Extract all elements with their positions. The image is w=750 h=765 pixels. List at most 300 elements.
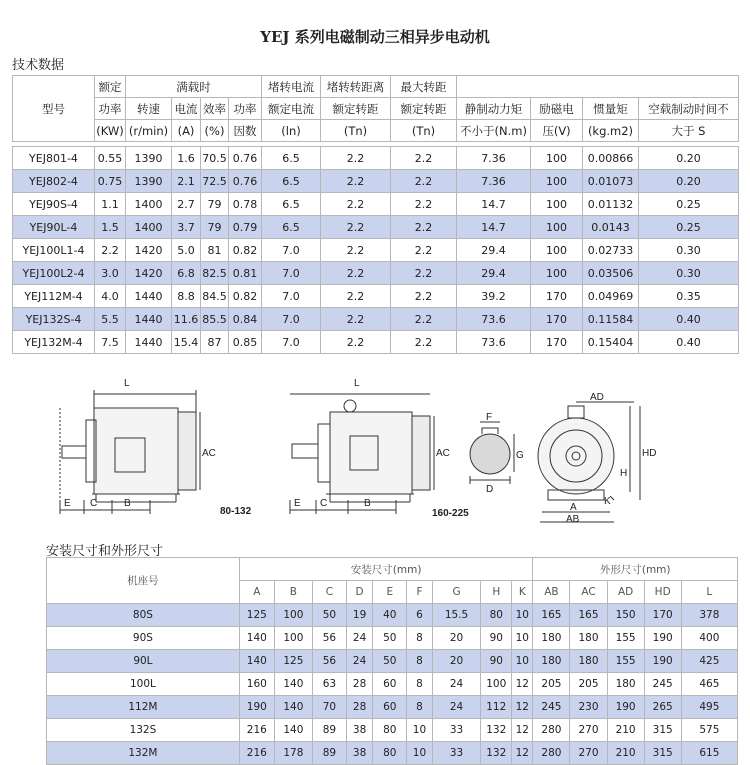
table-cell: 0.40	[639, 331, 739, 354]
dim-column-header: L	[681, 581, 737, 604]
table-cell: 1420	[126, 262, 172, 285]
table-cell: 70.5	[201, 147, 229, 170]
table-cell: 170	[531, 285, 583, 308]
table-cell: 495	[681, 696, 737, 719]
table-cell: 6	[407, 604, 432, 627]
table-cell: 100	[531, 262, 583, 285]
table-cell: 140	[274, 673, 312, 696]
table-cell: 0.85	[229, 331, 262, 354]
dim-C-1: C	[90, 498, 98, 509]
table-cell: 280	[533, 719, 570, 742]
table-cell: 205	[570, 673, 607, 696]
table-cell: 3.7	[172, 216, 201, 239]
dim-D: D	[486, 484, 494, 495]
table-cell: 100	[531, 239, 583, 262]
dim-HD: HD	[642, 448, 657, 459]
table-cell: 5.0	[172, 239, 201, 262]
page-title: YEJ 系列电磁制动三相异步电动机	[260, 28, 490, 46]
table-cell: YEJ90S-4	[13, 193, 95, 216]
table-cell: 10	[407, 742, 432, 765]
table-cell: 315	[644, 742, 681, 765]
table-cell: 90	[481, 650, 512, 673]
table-cell: 7.0	[262, 285, 321, 308]
table-cell: 60	[373, 696, 407, 719]
table-cell: 190	[644, 650, 681, 673]
table-cell: 29.4	[457, 239, 531, 262]
table-cell: 205	[533, 673, 570, 696]
table-cell: 0.04969	[583, 285, 639, 308]
dim-column-header: E	[373, 581, 407, 604]
table-cell: 0.00866	[583, 147, 639, 170]
table-cell: 2.2	[391, 239, 457, 262]
table-cell: 11.6	[172, 308, 201, 331]
table-cell: 160	[239, 673, 274, 696]
table-cell: 178	[274, 742, 312, 765]
table-cell: 12	[512, 742, 533, 765]
table-cell: 14.7	[457, 193, 531, 216]
table-cell: 1420	[126, 239, 172, 262]
table-cell: YEJ802-4	[13, 170, 95, 193]
table-cell: 0.02733	[583, 239, 639, 262]
dim-L-1: L	[124, 378, 130, 389]
dim-G: G	[516, 450, 524, 461]
table-cell: 6.5	[262, 170, 321, 193]
table-cell: 165	[570, 604, 607, 627]
table-cell: 79	[201, 216, 229, 239]
dim-column-header: AD	[607, 581, 644, 604]
table-cell: 0.76	[229, 147, 262, 170]
header-lr-current: 堵转电流	[262, 76, 321, 98]
table-cell: 1.6	[172, 147, 201, 170]
table-cell: 40	[373, 604, 407, 627]
table-cell: 0.30	[639, 239, 739, 262]
header-noload2: 大于 S	[639, 120, 739, 142]
table-cell: 216	[239, 742, 274, 765]
header-fullload: 满载时	[126, 76, 262, 98]
table-cell: YEJ90L-4	[13, 216, 95, 239]
table-row	[47, 742, 738, 765]
table-row	[13, 216, 739, 239]
header-brake: 静制动力矩	[457, 98, 531, 120]
table-cell: 2.2	[391, 193, 457, 216]
table-cell: 190	[239, 696, 274, 719]
table-cell: 0.84	[229, 308, 262, 331]
table-cell: 19	[346, 604, 372, 627]
table-cell: 150	[607, 604, 644, 627]
table-row	[13, 331, 739, 354]
table-cell: 100	[531, 193, 583, 216]
table-cell: 0.30	[639, 262, 739, 285]
table-cell: 50	[373, 627, 407, 650]
table-cell: 140	[274, 696, 312, 719]
table-cell: 2.7	[172, 193, 201, 216]
table-cell: 12	[512, 696, 533, 719]
table-row	[47, 719, 738, 742]
motor-side-view-small	[60, 390, 200, 514]
table-cell: 210	[607, 719, 644, 742]
table-cell: 0.75	[95, 170, 126, 193]
table-cell: 0.25	[639, 193, 739, 216]
table-cell: 56	[312, 627, 346, 650]
table-row	[13, 308, 739, 331]
table-cell: 100	[531, 170, 583, 193]
table-cell: 1440	[126, 331, 172, 354]
table-cell: 7.0	[262, 239, 321, 262]
table-cell: 132	[481, 742, 512, 765]
header-eff: 效率	[201, 98, 229, 120]
dim-column-header: C	[312, 581, 346, 604]
header-current-unit: (A)	[172, 120, 201, 142]
table-cell: 29.4	[457, 262, 531, 285]
table-cell: 170	[644, 604, 681, 627]
table-cell: 0.0143	[583, 216, 639, 239]
table-cell: 63	[312, 673, 346, 696]
table-cell: 10	[512, 627, 533, 650]
table-cell: 465	[681, 673, 737, 696]
table-cell: 84.5	[201, 285, 229, 308]
dim-column-header: HD	[644, 581, 681, 604]
table-cell: 8	[407, 696, 432, 719]
table-cell: YEJ100L2-4	[13, 262, 95, 285]
table-cell: 0.20	[639, 170, 739, 193]
table-cell: YEJ132S-4	[13, 308, 95, 331]
header-blank	[457, 76, 739, 98]
frame-range-80-132: 80-132	[220, 506, 252, 517]
table-cell: 87	[201, 331, 229, 354]
header-brake2: 不小于(N.m)	[457, 120, 531, 142]
dim-F: F	[486, 412, 493, 423]
table-cell: 2.2	[391, 331, 457, 354]
header-install-dims: 安装尺寸(mm)	[239, 558, 533, 581]
header-inertia2: (kg.m2)	[583, 120, 639, 142]
table-cell: 1390	[126, 147, 172, 170]
table-cell: 180	[533, 650, 570, 673]
table-cell: 2.2	[321, 239, 391, 262]
table-cell: 1.1	[95, 193, 126, 216]
table-cell: 265	[644, 696, 681, 719]
table-cell: 0.25	[639, 216, 739, 239]
header-lr-torque: 堵转转距离	[321, 76, 391, 98]
table-cell: 38	[346, 742, 372, 765]
motor-dimension-diagrams	[0, 372, 750, 532]
header-rated: 额定	[95, 76, 126, 98]
header-max-torque2: 额定转距	[391, 98, 457, 120]
table-cell: 1400	[126, 193, 172, 216]
dim-column-header: F	[407, 581, 432, 604]
table-cell: YEJ112M-4	[13, 285, 95, 308]
dim-H: H	[620, 468, 628, 479]
table-cell: 73.6	[457, 308, 531, 331]
table-cell: 1.5	[95, 216, 126, 239]
table-cell: 85.5	[201, 308, 229, 331]
header-eff-unit: (%)	[201, 120, 229, 142]
header-frame: 机座号	[47, 558, 240, 604]
header-exc2: 压(V)	[531, 120, 583, 142]
table-cell: 140	[239, 650, 274, 673]
table-cell: 39.2	[457, 285, 531, 308]
table-cell: 180	[607, 673, 644, 696]
table-cell: 280	[533, 742, 570, 765]
table-cell: 0.78	[229, 193, 262, 216]
table-cell: 4.0	[95, 285, 126, 308]
table-cell: 15.4	[172, 331, 201, 354]
header-noload: 空载制动时间不	[639, 98, 739, 120]
table-cell: 2.2	[391, 170, 457, 193]
table-cell: 2.2	[321, 262, 391, 285]
table-cell: 2.2	[321, 147, 391, 170]
table-cell: 1400	[126, 216, 172, 239]
dim-column-header: D	[346, 581, 372, 604]
table-cell: 70	[312, 696, 346, 719]
table-cell: 125	[239, 604, 274, 627]
table-cell: 28	[346, 673, 372, 696]
table-row	[13, 262, 739, 285]
table-cell: 28	[346, 696, 372, 719]
table-cell: 33	[432, 719, 481, 742]
install-dim-table	[46, 557, 738, 765]
table-cell: 7.0	[262, 262, 321, 285]
shaft-section	[470, 422, 514, 484]
table-cell: 8	[407, 673, 432, 696]
table-cell: 155	[607, 627, 644, 650]
table-cell: 0.79	[229, 216, 262, 239]
dim-column-header: H	[481, 581, 512, 604]
table-cell: 210	[607, 742, 644, 765]
table-cell: 155	[607, 650, 644, 673]
dim-AB: AB	[566, 514, 580, 525]
table-cell: 90L	[47, 650, 240, 673]
table-cell: 20	[432, 650, 481, 673]
table-cell: 3.0	[95, 262, 126, 285]
header-power-unit: (KW)	[95, 120, 126, 142]
table-row	[13, 285, 739, 308]
table-cell: 2.2	[95, 239, 126, 262]
header-lr-torque-unit: (Tn)	[321, 120, 391, 142]
table-cell: 0.35	[639, 285, 739, 308]
header-max-torque: 最大转距	[391, 76, 457, 98]
table-cell: 2.2	[321, 285, 391, 308]
header-current: 电流	[172, 98, 201, 120]
table-cell: 2.2	[321, 170, 391, 193]
table-cell: 230	[570, 696, 607, 719]
table-cell: 79	[201, 193, 229, 216]
table-cell: 180	[570, 650, 607, 673]
table-cell: 12	[512, 673, 533, 696]
table-cell: 0.76	[229, 170, 262, 193]
table-cell: 82.5	[201, 262, 229, 285]
motor-side-view-large	[290, 394, 434, 514]
table-cell: 72.5	[201, 170, 229, 193]
table-row	[13, 239, 739, 262]
table-cell: YEJ132M-4	[13, 331, 95, 354]
table-cell: 400	[681, 627, 737, 650]
table-cell: 270	[570, 719, 607, 742]
table-cell: 170	[531, 331, 583, 354]
header-exc: 励磁电	[531, 98, 583, 120]
header-lr-torque2: 额定转距	[321, 98, 391, 120]
table-cell: 10	[512, 650, 533, 673]
table-cell: 90S	[47, 627, 240, 650]
table-cell: 8	[407, 627, 432, 650]
dim-K: K	[604, 496, 611, 507]
table-cell: 60	[373, 673, 407, 696]
table-cell: 24	[432, 696, 481, 719]
table-cell: 245	[533, 696, 570, 719]
dim-AC-1: AC	[202, 448, 216, 459]
table-cell: 425	[681, 650, 737, 673]
table-cell: 0.82	[229, 239, 262, 262]
table-cell: 0.20	[639, 147, 739, 170]
header-inertia: 惯量矩	[583, 98, 639, 120]
table-cell: 0.01132	[583, 193, 639, 216]
table-cell: 1390	[126, 170, 172, 193]
table-cell: 6.5	[262, 216, 321, 239]
dim-L-2: L	[354, 378, 360, 389]
tech-data-heading: 技术数据	[12, 58, 65, 73]
table-cell: 0.81	[229, 262, 262, 285]
table-cell: 24	[346, 627, 372, 650]
dim-column-header: AB	[533, 581, 570, 604]
table-cell: 140	[239, 627, 274, 650]
table-cell: 100	[531, 216, 583, 239]
dim-E-2: E	[294, 498, 301, 509]
dim-AD: AD	[590, 392, 604, 403]
table-cell: 12	[512, 719, 533, 742]
table-cell: 100L	[47, 673, 240, 696]
table-cell: 1440	[126, 285, 172, 308]
table-cell: 132	[481, 719, 512, 742]
table-cell: 2.2	[321, 308, 391, 331]
table-cell: 90	[481, 627, 512, 650]
table-cell: 2.2	[321, 193, 391, 216]
table-cell: 6.5	[262, 193, 321, 216]
table-cell: 0.01073	[583, 170, 639, 193]
table-cell: 14.7	[457, 216, 531, 239]
table-cell: YEJ100L1-4	[13, 239, 95, 262]
table-row	[13, 193, 739, 216]
table-cell: 575	[681, 719, 737, 742]
dim-B-2: B	[364, 498, 371, 509]
table-cell: 132M	[47, 742, 240, 765]
header-speed: 转速	[126, 98, 172, 120]
table-cell: 180	[570, 627, 607, 650]
table-cell: 100	[481, 673, 512, 696]
table-cell: 81	[201, 239, 229, 262]
header-lr-current2: 额定电流	[262, 98, 321, 120]
header-speed-unit: (r/min)	[126, 120, 172, 142]
table-cell: 2.2	[391, 285, 457, 308]
table-cell: 190	[644, 627, 681, 650]
table-cell: 112M	[47, 696, 240, 719]
table-cell: 1440	[126, 308, 172, 331]
table-cell: 2.2	[391, 216, 457, 239]
table-cell: 10	[512, 604, 533, 627]
table-cell: 20	[432, 627, 481, 650]
table-cell: 80	[373, 742, 407, 765]
table-cell: 5.5	[95, 308, 126, 331]
table-row	[13, 170, 739, 193]
table-cell: 100	[274, 627, 312, 650]
install-dim-body	[47, 604, 738, 765]
table-cell: 245	[644, 673, 681, 696]
table-cell: 24	[346, 650, 372, 673]
table-cell: 100	[274, 604, 312, 627]
table-cell: 80	[373, 719, 407, 742]
table-cell: 50	[373, 650, 407, 673]
table-cell: 6.5	[262, 147, 321, 170]
table-cell: 7.36	[457, 170, 531, 193]
table-cell: 270	[570, 742, 607, 765]
motor-front-view	[538, 402, 640, 522]
table-cell: 615	[681, 742, 737, 765]
header-max-torque-unit: (Tn)	[391, 120, 457, 142]
dim-column-header: AC	[570, 581, 607, 604]
table-cell: 125	[274, 650, 312, 673]
dim-column-header: A	[239, 581, 274, 604]
table-cell: 10	[407, 719, 432, 742]
table-cell: 73.6	[457, 331, 531, 354]
tech-data-body	[13, 147, 739, 354]
table-cell: 0.15404	[583, 331, 639, 354]
table-cell: 216	[239, 719, 274, 742]
table-cell: 0.82	[229, 285, 262, 308]
table-cell: 378	[681, 604, 737, 627]
table-cell: 2.2	[391, 147, 457, 170]
table-cell: 112	[481, 696, 512, 719]
table-row	[47, 696, 738, 719]
table-cell: 315	[644, 719, 681, 742]
table-cell: 2.2	[321, 331, 391, 354]
table-cell: 80S	[47, 604, 240, 627]
header-pf2: 因数	[229, 120, 262, 142]
table-cell: 89	[312, 719, 346, 742]
table-cell: 80	[481, 604, 512, 627]
install-section-heading: 安装尺寸和外形尺寸	[46, 544, 164, 559]
header-outline-dims: 外形尺寸(mm)	[533, 558, 738, 581]
dim-B-1: B	[124, 498, 131, 509]
header-model: 型号	[13, 76, 95, 142]
table-cell: 7.36	[457, 147, 531, 170]
table-cell: 38	[346, 719, 372, 742]
table-cell: 170	[531, 308, 583, 331]
table-cell: 56	[312, 650, 346, 673]
dim-AC-2: AC	[436, 448, 450, 459]
table-cell: 7.0	[262, 331, 321, 354]
dim-A: A	[570, 502, 577, 513]
header-lr-current-unit: (ln)	[262, 120, 321, 142]
table-row	[47, 673, 738, 696]
table-row	[47, 650, 738, 673]
table-cell: YEJ801-4	[13, 147, 95, 170]
table-cell: 2.2	[391, 262, 457, 285]
frame-range-160-225: 160-225	[432, 508, 469, 519]
table-cell: 0.11584	[583, 308, 639, 331]
table-cell: 50	[312, 604, 346, 627]
table-cell: 24	[432, 673, 481, 696]
table-cell: 7.5	[95, 331, 126, 354]
table-cell: 6.8	[172, 262, 201, 285]
table-cell: 33	[432, 742, 481, 765]
header-pf: 功率	[229, 98, 262, 120]
table-cell: 190	[607, 696, 644, 719]
dim-column-header: K	[512, 581, 533, 604]
table-row	[47, 604, 738, 627]
table-cell: 140	[274, 719, 312, 742]
tech-data-table	[12, 75, 739, 354]
table-cell: 2.1	[172, 170, 201, 193]
table-row	[47, 627, 738, 650]
table-cell: 100	[531, 147, 583, 170]
